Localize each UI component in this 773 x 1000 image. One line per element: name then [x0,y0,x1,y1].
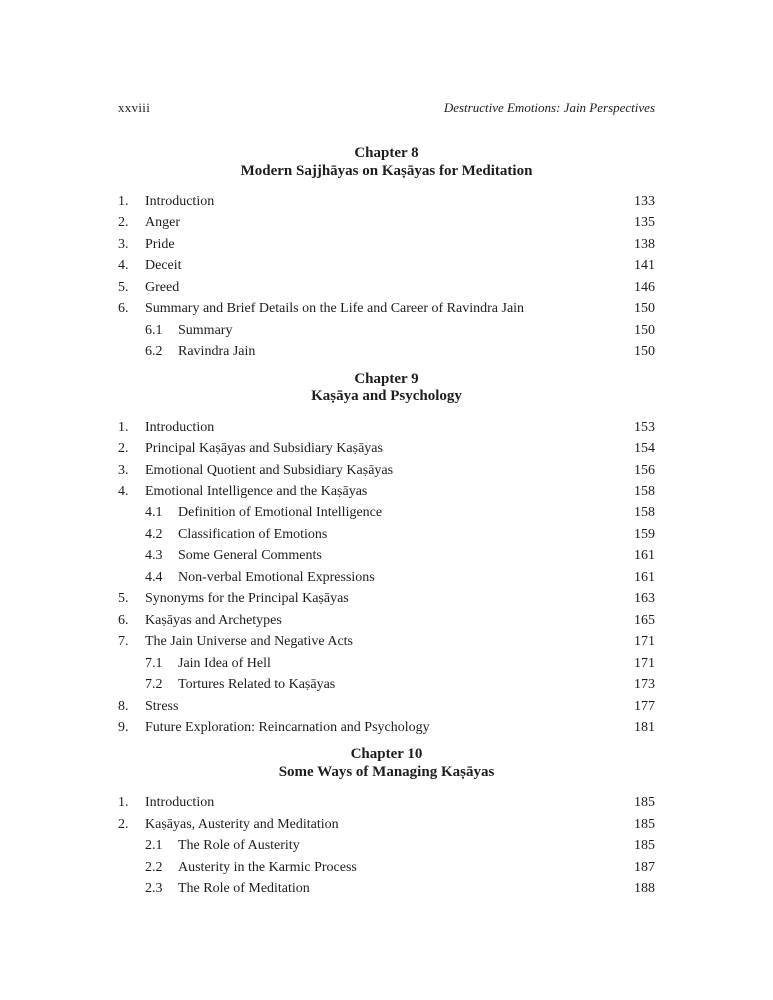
entry-label: Some General Comments [178,548,322,564]
entry-number: 4.1 [145,505,163,521]
entry-label: The Role of Meditation [178,881,310,897]
entry-page: 158 [634,505,655,521]
entry-page: 150 [634,322,655,338]
entry-number: 2. [118,215,129,231]
entry-number: 9. [118,719,129,735]
entry-label: The Jain Universe and Negative Acts [145,634,353,650]
toc-entry [118,653,655,674]
entry-label: Greed [145,279,180,295]
entry-number: 2. [118,441,129,457]
entry-number: 1. [118,419,129,435]
entry-number: 7.1 [145,655,163,671]
entry-page: 181 [634,719,655,735]
entry-label: Definition of Emotional Intelligence [178,505,383,521]
entry-label: Austerity in the Karmic Process [178,859,357,875]
entry-label: Anger [145,215,180,231]
entry-page: 156 [634,462,655,478]
entry-number: 4.3 [145,548,163,564]
entry-page: 153 [634,419,655,435]
entry-label: Stress [145,698,179,714]
toc-entry [118,191,655,212]
entry-page: 171 [634,634,655,650]
toc-entry [118,298,655,319]
toc-entry [118,417,655,438]
entry-number: 2.1 [145,838,163,854]
entry-number: 4. [118,483,129,499]
entry-page: 133 [634,194,655,209]
toc-entry [118,341,655,362]
entry-label: Emotional Quotient and Subsidiary Kaṣāyas [145,462,394,478]
entry-label: Emotional Intelligence and the Kaṣāyas [145,483,368,499]
chapter-section [118,746,655,899]
toc-entry [118,610,655,631]
entry-number: 4.4 [145,569,163,585]
entry-label: Summary [178,322,233,338]
entry-page: 146 [634,279,655,295]
entry-number: 1. [118,795,129,811]
entry-page: 187 [634,859,655,875]
entry-label: Future Exploration: Reincarnation and Psychology [145,719,430,735]
toc-entry [118,588,655,609]
entry-page: 150 [634,301,655,317]
entry-page: 154 [634,441,655,457]
toc-entry [118,255,655,276]
entry-page: 185 [634,816,655,832]
toc-entry [118,502,655,523]
entry-label: Introduction [145,795,215,811]
entry-page: 150 [634,344,655,360]
entry-number: 6. [118,612,129,628]
entry-label: Synonyms for the Principal Kaṣāyas [145,591,349,607]
entry-label: Introduction [145,419,215,435]
entry-page: 185 [634,838,655,854]
entry-label: Ravindra Jain [178,344,256,360]
toc-entry [118,545,655,566]
chapter-section [118,371,655,739]
entry-label: Introduction [145,194,215,209]
entry-number: 2.3 [145,881,163,897]
entry-label: Classification of Emotions [178,526,328,542]
toc-entry [118,792,655,813]
chapter-title-line1: Chapter 8 [354,145,419,161]
chapter-entries [118,417,655,739]
entry-page: 171 [634,655,655,671]
entry-page: 141 [634,258,655,274]
toc-entry [118,212,655,233]
chapter-entries [118,792,655,899]
toc-body [118,145,655,900]
toc-entry [118,631,655,652]
entry-page: 161 [634,548,655,564]
toc-entry [118,674,655,695]
entry-page: 163 [634,591,655,607]
toc-entry [118,438,655,459]
entry-label: Summary and Brief Details on the Life and Career of Ravindra Jain [145,301,525,317]
toc-entry [118,234,655,255]
entry-number: 7. [118,634,129,650]
entry-page: 165 [634,612,655,628]
running-title: Destructive Emotions: Jain Perspectives [443,100,655,115]
entry-label: Kaṣāyas and Archetypes [145,612,282,628]
entry-number: 4. [118,258,129,274]
toc-entry [118,835,655,856]
entry-number: 1. [118,194,129,209]
entry-page: 161 [634,569,655,585]
entry-label: The Role of Austerity [178,838,300,854]
entry-number: 2.2 [145,859,163,875]
chapter-title-line1: Chapter 9 [354,370,419,387]
entry-label: Kaṣāyas, Austerity and Meditation [145,816,339,832]
chapter-section [118,145,655,363]
entry-page: 158 [634,483,655,499]
toc-entry [118,696,655,717]
toc-entry [118,277,655,298]
chapter-entries [118,191,655,363]
entry-page: 188 [634,881,655,897]
entry-number: 3. [118,462,129,478]
entry-number: 6.1 [145,322,163,338]
toc-entry [118,481,655,502]
entry-number: 5. [118,591,129,607]
entry-label: Jain Idea of Hell [178,655,271,671]
chapter-title-line2: Modern Sajjhāyas on Kaṣāyas for Meditation [240,162,533,179]
chapter-title [118,145,655,180]
entry-label: Principal Kaṣāyas and Subsidiary Kaṣāyas [145,441,383,457]
chapter-title [118,746,655,781]
entry-number: 3. [118,236,129,252]
running-header [118,0,655,116]
entry-number: 4.2 [145,526,163,542]
chapter-title-line2: Some Ways of Managing Kaṣāyas [278,763,495,780]
folio-page-number: xxviii [118,100,151,115]
toc-entry [118,320,655,341]
entry-page: 185 [634,795,655,811]
page-content [118,0,655,900]
entry-page: 177 [634,698,655,714]
entry-label: Deceit [145,258,182,274]
toc-entry [118,857,655,878]
entry-number: 6. [118,301,129,317]
entry-label: Pride [145,236,175,252]
entry-number: 2. [118,816,129,832]
entry-page: 138 [634,236,655,252]
chapter-title-line1: Chapter 10 [350,746,423,763]
entry-page: 159 [634,526,655,542]
toc-entry [118,567,655,588]
entry-number: 6.2 [145,344,163,360]
entry-number: 8. [118,698,129,714]
entry-label: Non-verbal Emotional Expressions [178,569,375,585]
chapter-title [118,371,655,406]
toc-entry [118,814,655,835]
entry-page: 135 [634,215,655,231]
toc-entry [118,878,655,899]
entry-page: 173 [634,677,655,693]
toc-entry [118,717,655,738]
toc-entry [118,460,655,481]
chapter-title-line2: Kaṣāya and Psychology [311,388,462,405]
entry-label: Tortures Related to Kaṣāyas [178,677,336,693]
entry-number: 5. [118,279,129,295]
toc-entry [118,524,655,545]
entry-number: 7.2 [145,677,163,693]
